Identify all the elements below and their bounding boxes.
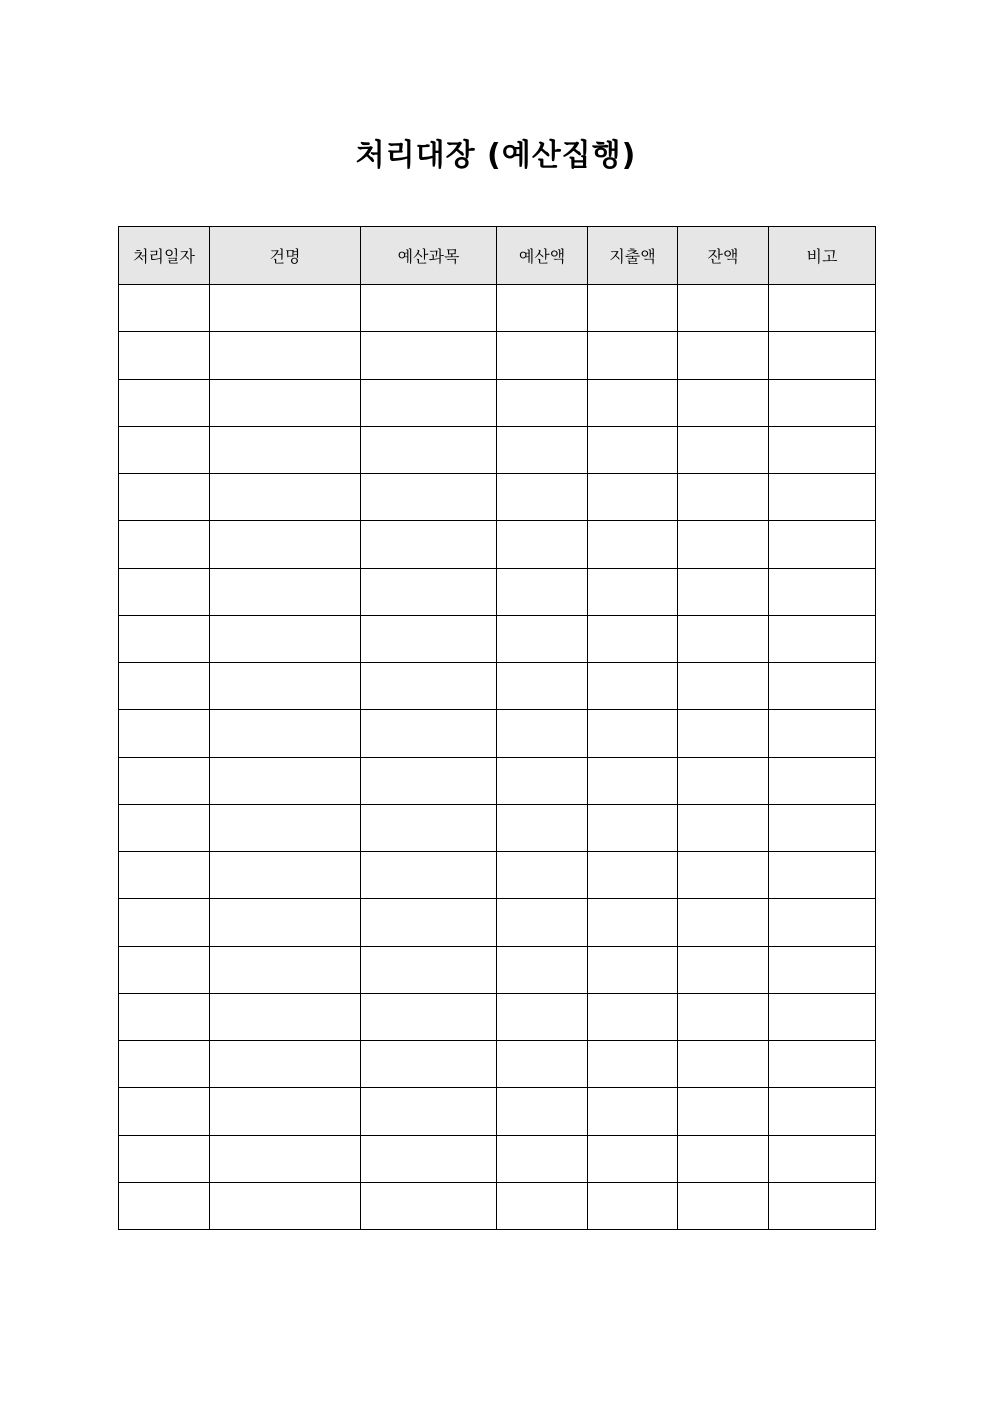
expenditure-cell: [588, 1041, 678, 1088]
budget-amount-cell: [497, 1182, 588, 1229]
remarks-cell: [769, 710, 876, 757]
subject-cell: [210, 1088, 361, 1135]
balance-cell: [678, 804, 769, 851]
remarks-cell: [769, 804, 876, 851]
table-row: [119, 757, 876, 804]
expenditure-cell: [588, 663, 678, 710]
ledger-body: [119, 285, 876, 1230]
budget-amount-cell: [497, 568, 588, 615]
balance-cell: [678, 568, 769, 615]
budget-amount-cell: [497, 804, 588, 851]
expenditure-cell: [588, 426, 678, 473]
budget-item-cell: [361, 663, 497, 710]
subject-cell: [210, 1182, 361, 1229]
budget-item-cell: [361, 379, 497, 426]
budget-amount-cell: [497, 379, 588, 426]
subject-cell: [210, 993, 361, 1040]
remarks-cell: [769, 474, 876, 521]
table-row: [119, 710, 876, 757]
balance-cell: [678, 852, 769, 899]
table-row: [119, 285, 876, 332]
budget-item-cell: [361, 332, 497, 379]
table-row: [119, 426, 876, 473]
date-cell: [119, 852, 210, 899]
date-cell: [119, 568, 210, 615]
budget-amount-cell: [497, 1041, 588, 1088]
budget-amount-cell: [497, 852, 588, 899]
table-row: [119, 1182, 876, 1229]
remarks-cell: [769, 1088, 876, 1135]
budget-amount-cell: [497, 474, 588, 521]
remarks-cell: [769, 663, 876, 710]
table-row: [119, 379, 876, 426]
balance-cell: [678, 332, 769, 379]
remarks-cell: [769, 1135, 876, 1182]
expenditure-cell: [588, 332, 678, 379]
budget-item-cell: [361, 710, 497, 757]
balance-cell: [678, 615, 769, 662]
balance-cell: [678, 426, 769, 473]
remarks-cell: [769, 615, 876, 662]
balance-cell: [678, 946, 769, 993]
date-cell: [119, 332, 210, 379]
table-row: [119, 1088, 876, 1135]
balance-cell: [678, 757, 769, 804]
subject-cell: [210, 568, 361, 615]
expenditure-cell: [588, 568, 678, 615]
budget-item-cell: [361, 426, 497, 473]
remarks-cell: [769, 993, 876, 1040]
expenditure-cell: [588, 946, 678, 993]
budget-amount-cell: [497, 1135, 588, 1182]
expenditure-cell: [588, 1135, 678, 1182]
balance-cell: [678, 1088, 769, 1135]
budget-item-cell: [361, 474, 497, 521]
budget-amount-cell: [497, 521, 588, 568]
budget-item-cell: [361, 568, 497, 615]
expenditure-cell: [588, 852, 678, 899]
date-cell: [119, 1182, 210, 1229]
budget-item-cell: [361, 993, 497, 1040]
budget-item-cell: [361, 1135, 497, 1182]
header-row: [119, 227, 876, 285]
budget-item-cell: [361, 1088, 497, 1135]
budget-item-cell: [361, 285, 497, 332]
table-row: [119, 946, 876, 993]
balance-cell: [678, 899, 769, 946]
date-cell: [119, 663, 210, 710]
table-row: [119, 852, 876, 899]
balance-cell: [678, 285, 769, 332]
balance-cell: [678, 521, 769, 568]
table-row: [119, 568, 876, 615]
balance-cell: [678, 379, 769, 426]
budget-item-cell: [361, 804, 497, 851]
date-cell: [119, 615, 210, 662]
budget-amount-cell: [497, 757, 588, 804]
expenditure-cell: [588, 710, 678, 757]
subject-cell: [210, 285, 361, 332]
expenditure-cell: [588, 285, 678, 332]
subject-cell: [210, 521, 361, 568]
expenditure-cell: [588, 474, 678, 521]
expenditure-cell: [588, 1182, 678, 1229]
date-cell: [119, 899, 210, 946]
column-header-date: 처리일자: [119, 227, 210, 285]
column-header-budget-amount: 예산액: [497, 227, 588, 285]
date-cell: [119, 710, 210, 757]
subject-cell: [210, 946, 361, 993]
subject-cell: [210, 426, 361, 473]
subject-cell: [210, 757, 361, 804]
budget-item-cell: [361, 946, 497, 993]
expenditure-cell: [588, 615, 678, 662]
budget-amount-cell: [497, 1088, 588, 1135]
expenditure-cell: [588, 899, 678, 946]
budget-item-cell: [361, 1182, 497, 1229]
remarks-cell: [769, 946, 876, 993]
remarks-cell: [769, 426, 876, 473]
date-cell: [119, 946, 210, 993]
table-row: [119, 899, 876, 946]
column-header-remarks: 비고: [769, 227, 876, 285]
expenditure-cell: [588, 993, 678, 1040]
subject-cell: [210, 474, 361, 521]
table-row: [119, 804, 876, 851]
budget-amount-cell: [497, 710, 588, 757]
date-cell: [119, 1041, 210, 1088]
table-row: [119, 993, 876, 1040]
subject-cell: [210, 332, 361, 379]
date-cell: [119, 426, 210, 473]
remarks-cell: [769, 285, 876, 332]
subject-cell: [210, 379, 361, 426]
expenditure-cell: [588, 1088, 678, 1135]
budget-amount-cell: [497, 663, 588, 710]
remarks-cell: [769, 521, 876, 568]
subject-cell: [210, 1135, 361, 1182]
balance-cell: [678, 993, 769, 1040]
balance-cell: [678, 474, 769, 521]
expenditure-cell: [588, 521, 678, 568]
table-row: [119, 332, 876, 379]
table-row: [119, 1041, 876, 1088]
subject-cell: [210, 710, 361, 757]
column-header-expenditure: 지출액: [588, 227, 678, 285]
expenditure-cell: [588, 804, 678, 851]
budget-item-cell: [361, 757, 497, 804]
subject-cell: [210, 852, 361, 899]
date-cell: [119, 1088, 210, 1135]
expenditure-cell: [588, 757, 678, 804]
balance-cell: [678, 663, 769, 710]
table-row: [119, 521, 876, 568]
remarks-cell: [769, 757, 876, 804]
remarks-cell: [769, 852, 876, 899]
budget-amount-cell: [497, 285, 588, 332]
date-cell: [119, 1135, 210, 1182]
remarks-cell: [769, 1041, 876, 1088]
balance-cell: [678, 710, 769, 757]
subject-cell: [210, 615, 361, 662]
balance-cell: [678, 1182, 769, 1229]
budget-item-cell: [361, 852, 497, 899]
expenditure-cell: [588, 379, 678, 426]
budget-amount-cell: [497, 615, 588, 662]
subject-cell: [210, 663, 361, 710]
ledger-table: [118, 226, 876, 1230]
budget-item-cell: [361, 1041, 497, 1088]
date-cell: [119, 804, 210, 851]
date-cell: [119, 285, 210, 332]
budget-item-cell: [361, 899, 497, 946]
date-cell: [119, 474, 210, 521]
table-row: [119, 615, 876, 662]
remarks-cell: [769, 379, 876, 426]
budget-amount-cell: [497, 946, 588, 993]
balance-cell: [678, 1041, 769, 1088]
table-row: [119, 1135, 876, 1182]
budget-amount-cell: [497, 426, 588, 473]
remarks-cell: [769, 332, 876, 379]
table-row: [119, 474, 876, 521]
remarks-cell: [769, 568, 876, 615]
budget-amount-cell: [497, 332, 588, 379]
budget-item-cell: [361, 521, 497, 568]
budget-amount-cell: [497, 993, 588, 1040]
budget-amount-cell: [497, 899, 588, 946]
subject-cell: [210, 804, 361, 851]
budget-item-cell: [361, 615, 497, 662]
subject-cell: [210, 1041, 361, 1088]
column-header-balance: 잔액: [678, 227, 769, 285]
date-cell: [119, 757, 210, 804]
date-cell: [119, 379, 210, 426]
column-header-budget-item: 예산과목: [361, 227, 497, 285]
remarks-cell: [769, 1182, 876, 1229]
subject-cell: [210, 899, 361, 946]
balance-cell: [678, 1135, 769, 1182]
table-row: [119, 663, 876, 710]
remarks-cell: [769, 899, 876, 946]
date-cell: [119, 993, 210, 1040]
document-title: 처리대장 (예산집행): [355, 138, 637, 173]
date-cell: [119, 521, 210, 568]
column-header-subject: 건명: [210, 227, 361, 285]
